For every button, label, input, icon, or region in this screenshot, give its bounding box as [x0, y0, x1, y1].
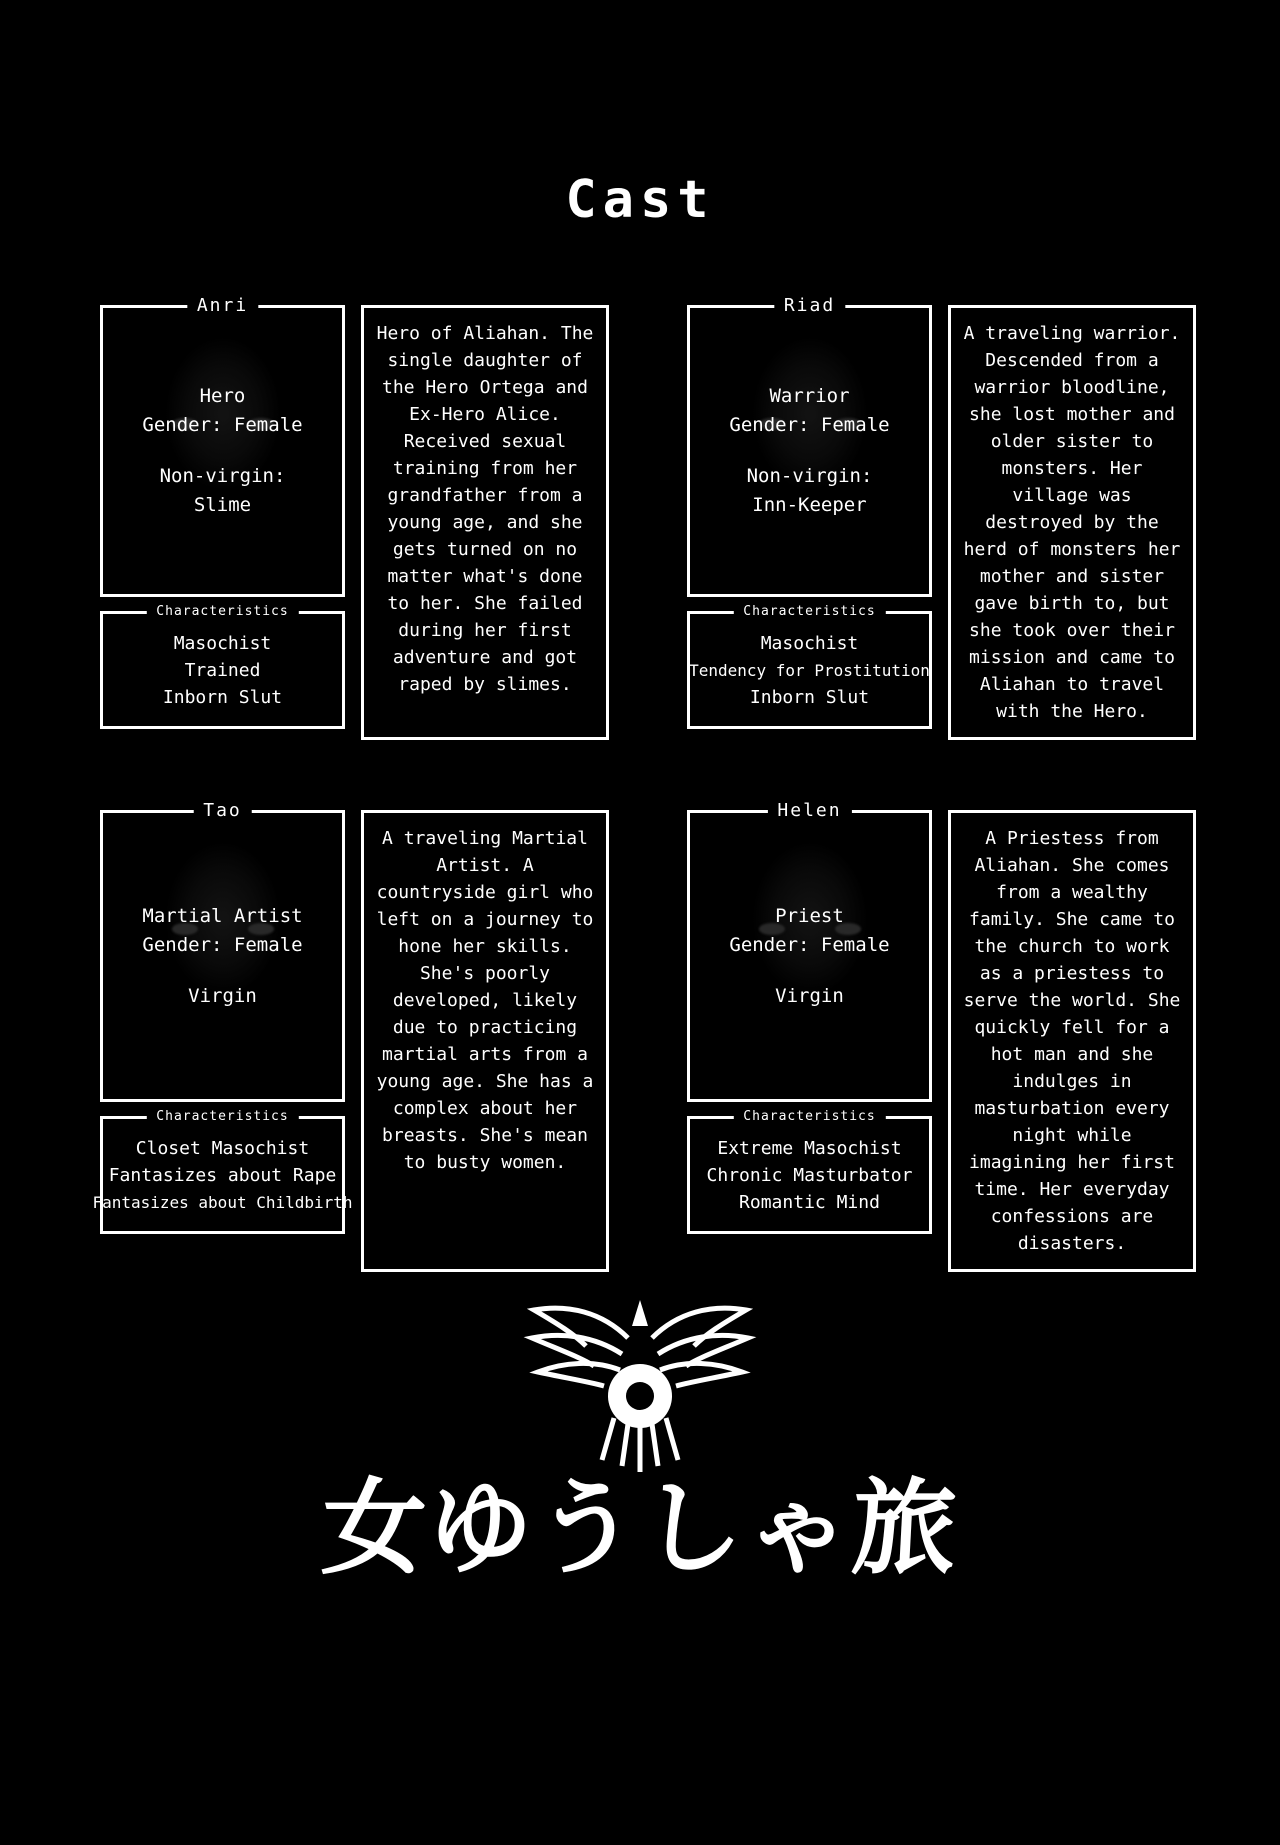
characteristics-label: Characteristics	[146, 604, 298, 619]
virginity-label: Non-virgin:	[746, 465, 873, 487]
character-class: Hero	[199, 385, 246, 407]
cast-entry-anri	[100, 295, 609, 740]
virginity-value: Virgin	[775, 984, 844, 1007]
character-description: Hero of Aliahan. The single daughter of the Hero Ortega and Ex-Hero Alice. Received sexual training from her grandfather from a young age, and she gets turned on no matter what's done to her. She failed during her first adventure and got raped by slimes.	[361, 305, 609, 740]
character-gender: Gender: Female	[729, 414, 890, 436]
logo	[0, 1290, 1280, 1589]
characteristic-item: Fantasizes about Rape	[108, 1164, 337, 1186]
portrait-frame	[100, 800, 345, 1102]
portrait-frame	[687, 800, 932, 1102]
characteristic-item: Chronic Masturbator	[706, 1164, 913, 1186]
character-description: A traveling warrior. Descended from a warrior bloodline, she lost mother and older sister to monsters. Her village was destroyed by the herd of monsters her mother and sister gave birth to, but she took over their mission and came to Aliahan to travel with the Hero.	[948, 305, 1196, 740]
cast-row	[92, 800, 1196, 1272]
portrait-text	[142, 902, 302, 1011]
virginity-value: Virgin	[188, 984, 257, 1007]
character-class: Priest	[775, 904, 844, 927]
cast-row	[100, 295, 1196, 740]
character-name: Helen	[767, 800, 851, 821]
entry-left	[92, 800, 353, 1272]
character-name: Riad	[774, 295, 845, 316]
portrait-text	[142, 382, 302, 520]
character-name: Anri	[187, 295, 258, 316]
characteristic-item: Tendency for Prostitution	[689, 660, 930, 680]
character-description: A Priestess from Aliahan. She comes from a wealthy family. She came to the church to work as a priestess to serve the world. She quickly fell for a hot man and she indulges in masturbation every night while imagining her first time. Her everyday confessions are disasters.	[948, 810, 1196, 1272]
characteristic-item: Masochist	[760, 632, 859, 654]
cast-entry-helen	[687, 800, 1196, 1272]
characteristic-item: Closet Masochist	[135, 1137, 310, 1159]
characteristics-frame	[687, 604, 932, 729]
characteristics-frame	[100, 604, 345, 729]
portrait-text	[729, 902, 889, 1011]
character-gender: Gender: Female	[142, 933, 303, 956]
cast-grid	[92, 295, 1196, 1342]
characteristic-item: Extreme Masochist	[717, 1137, 902, 1159]
portrait-text	[729, 382, 889, 520]
character-class: Warrior	[769, 385, 850, 407]
entry-left	[687, 295, 932, 740]
virginity-value: Inn-Keeper	[752, 494, 867, 516]
virginity-value: Slime	[193, 494, 252, 516]
character-class: Martial Artist	[142, 904, 303, 927]
characteristics-frame	[92, 1109, 353, 1234]
entry-left	[687, 800, 932, 1272]
logo-wordmark: 女ゆうしゃ旅	[318, 1467, 962, 1589]
cast-entry-tao	[92, 800, 609, 1272]
character-gender: Gender: Female	[142, 414, 303, 436]
characteristics-label: Characteristics	[733, 1109, 885, 1124]
portrait-frame	[687, 295, 932, 597]
characteristic-item: Fantasizes about Childbirth	[92, 1192, 353, 1212]
page-title: Cast	[565, 170, 715, 230]
entry-left	[100, 295, 345, 740]
characteristic-item: Masochist	[173, 632, 272, 654]
portrait-frame	[100, 295, 345, 597]
cast-entry-riad	[687, 295, 1196, 740]
characteristic-item: Inborn Slut	[162, 686, 283, 708]
character-gender: Gender: Female	[729, 933, 890, 956]
characteristic-item: Inborn Slut	[749, 686, 870, 708]
characteristics-frame	[687, 1109, 932, 1234]
character-name: Tao	[193, 800, 252, 821]
character-description: A traveling Martial Artist. A countryside girl who left on a journey to hone her skills. She's poorly developed, likely due to practicing martial arts from a young age. She has a complex about her breasts. She's mean to busty women.	[361, 810, 609, 1272]
characteristics-label: Characteristics	[733, 604, 885, 619]
characteristic-item: Trained	[184, 659, 261, 681]
virginity-label: Non-virgin:	[159, 465, 286, 487]
characteristic-item: Romantic Mind	[739, 1191, 880, 1213]
winged-eye-emblem-icon	[510, 1290, 770, 1480]
characteristics-label: Characteristics	[146, 1109, 298, 1124]
